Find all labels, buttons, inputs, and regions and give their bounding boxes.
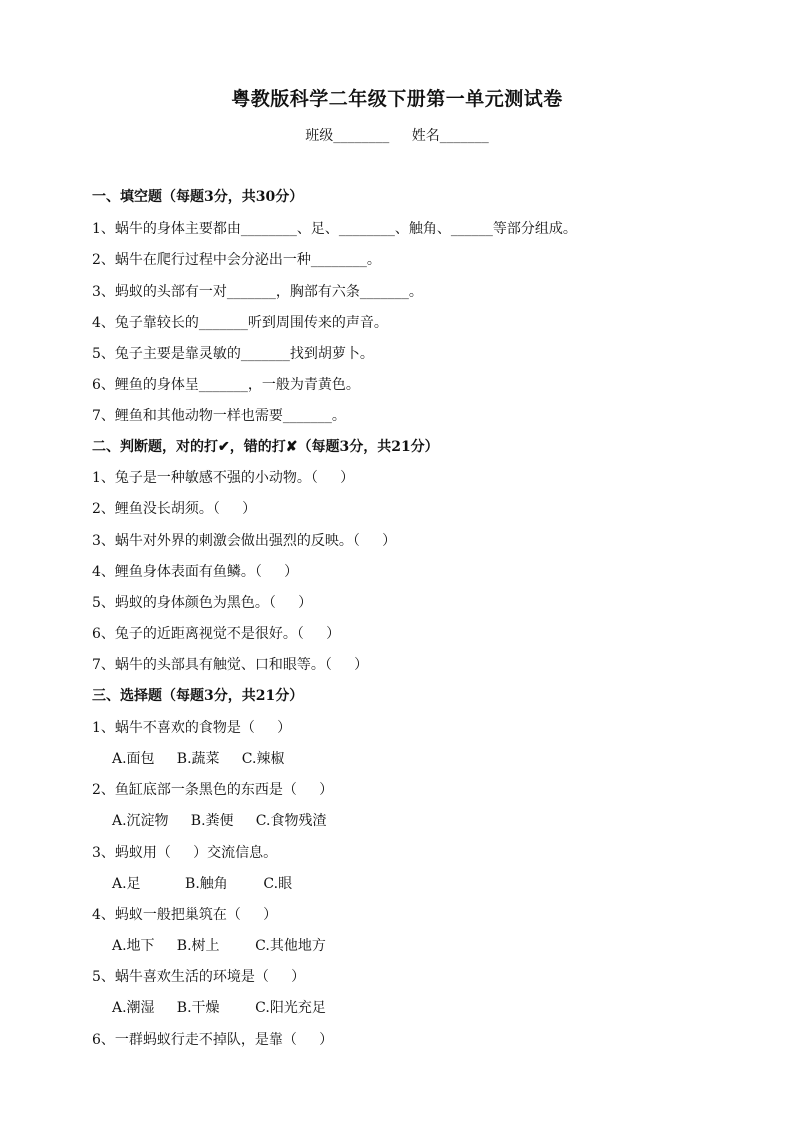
question-item: 5、兔子主要是靠灵敏的_______找到胡萝卜。 [92,346,374,362]
choice-options: A.面包 B.蔬菜 C.辣椒 [112,751,285,767]
student-info [0,125,794,145]
question-item: 5、蚂蚁的身体颜色为黑色。（ ） [92,595,313,611]
class-field: 班级________ [305,128,390,144]
question-item: 5、蜗牛喜欢生活的环境是（ ） [92,969,306,985]
choice-options: A.沉淀物 B.粪便 C.食物残渣 [112,813,327,829]
question-item: 4、蚂蚁一般把巢筑在（ ） [92,907,278,923]
section-heading-true-false: 二、判断题，对的打✔，错的打✘（每题3分，共21分） [92,439,439,455]
page-title: 粤教版科学二年级下册第一单元测试卷 [231,88,563,110]
name-field: 姓名_______ [411,128,489,144]
choice-options: A.足 B.触角 C.眼 [112,876,293,892]
question-item: 1、蜗牛不喜欢的食物是（ ） [92,720,292,736]
question-item: 6、一群蚂蚁行走不掉队，是靠（ ） [92,1032,334,1048]
section-heading-fill-blank: 一、填空题（每题3分，共30分） [92,189,304,205]
question-item: 2、鱼缸底部一条黑色的东西是（ ） [92,782,334,798]
question-item: 6、兔子的近距离视觉不是很好。（ ） [92,626,341,642]
question-item: 4、兔子靠较长的_______听到周围传来的声音。 [92,315,388,331]
question-item: 4、鲤鱼身体表面有鱼鳞。（ ） [92,564,299,580]
question-item: 3、蚂蚁用（ ）交流信息。 [92,845,278,861]
question-item: 2、蜗牛在爬行过程中会分泌出一种________。 [92,252,381,268]
choice-options: A.潮湿 B.干燥 C.阳光充足 [112,1000,326,1016]
choice-options: A.地下 B.树上 C.其他地方 [112,938,326,954]
question-item: 6、鲤鱼的身体呈_______，一般为青黄色。 [92,377,360,393]
question-item: 3、蜗牛对外界的刺激会做出强烈的反映。（ ） [92,533,397,549]
question-item: 7、鲤鱼和其他动物一样也需要_______。 [92,408,346,424]
section-heading-multiple-choice: 三、选择题（每题3分，共21分） [92,688,304,704]
question-item: 1、兔子是一种敏感不强的小动物。（ ） [92,470,355,486]
question-item: 7、蜗牛的头部具有触觉、口和眼等。（ ） [92,657,369,673]
question-item: 1、蜗牛的身体主要都由________、足、________、触角、______等部分组成。 [92,221,577,237]
question-item: 3、蚂蚁的头部有一对_______，胸部有六条_______。 [92,284,423,300]
question-item: 2、鲤鱼没长胡须。（ ） [92,501,257,517]
